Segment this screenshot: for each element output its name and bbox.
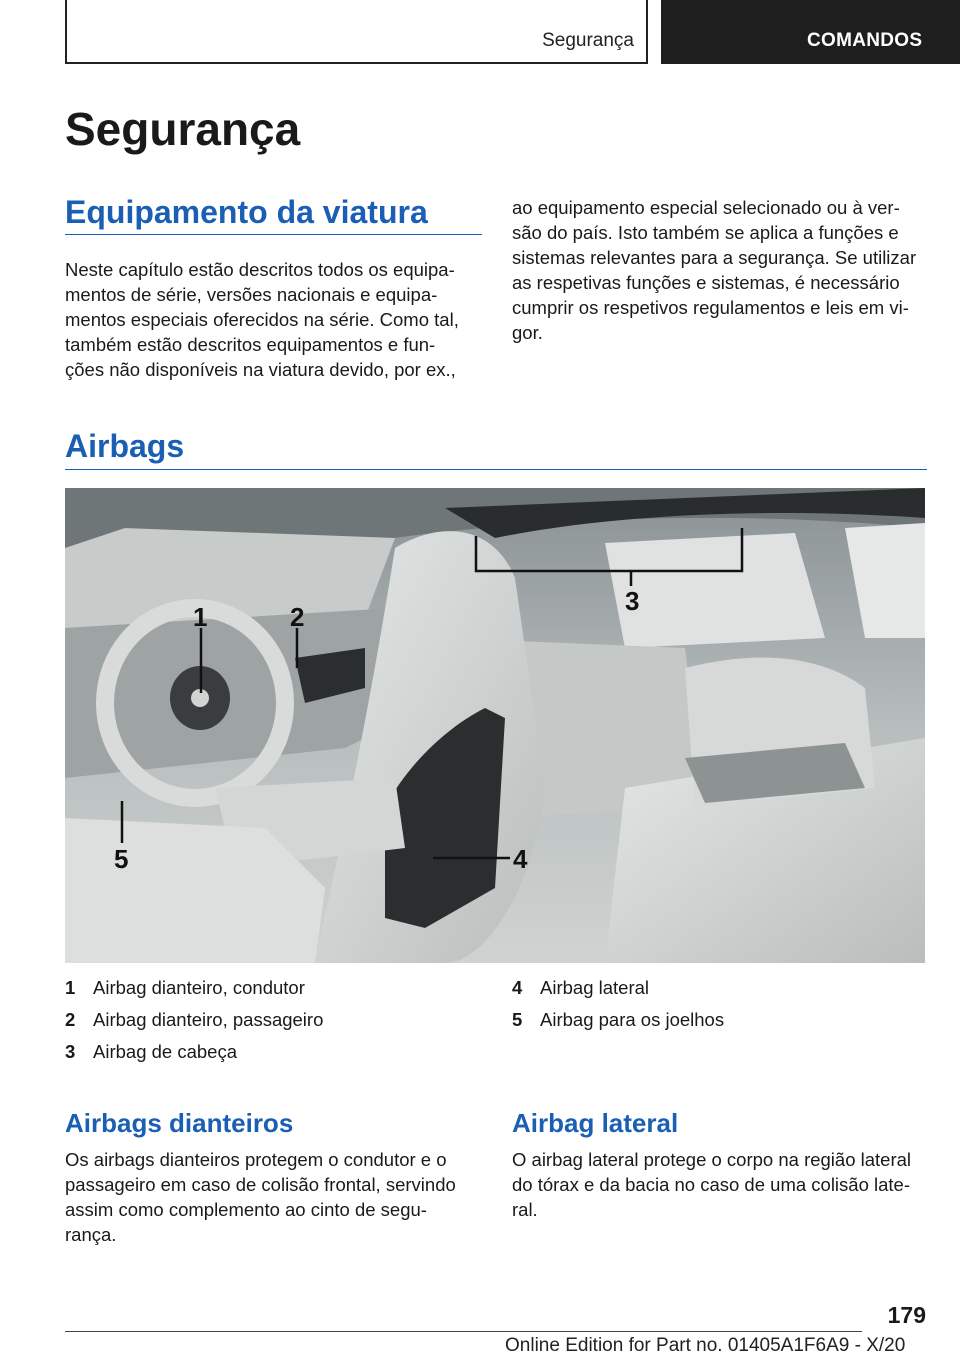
section-rule: [65, 469, 927, 470]
footer-rule: [65, 1331, 862, 1332]
callout-2: 2: [290, 602, 305, 632]
section-tab-label: Segurança: [542, 30, 634, 51]
legend-number: 3: [65, 1041, 76, 1062]
body-line: passageiro em caso de colisão frontal, servindo: [65, 1174, 456, 1195]
section1-column-right: [512, 195, 932, 345]
section-title-airbags: Airbags: [65, 428, 185, 464]
body-line: do tórax e da bacia no caso de uma colisão late‐: [512, 1174, 910, 1195]
legend-text: Airbag para os joelhos: [540, 1009, 725, 1030]
body-line: mentos especiais oferecidos na série. Como tal,: [65, 309, 459, 330]
body-line: ções não disponíveis na viatura devido, por ex.,: [65, 359, 456, 380]
chapter-tab-label: COMANDOS: [807, 30, 923, 51]
body-line: são do país. Isto também se aplica a funções e: [512, 222, 899, 243]
airbag-illustration: [65, 488, 925, 963]
body-line: Os airbags dianteiros protegem o condutor e o: [65, 1149, 447, 1170]
page-title: Segurança: [65, 103, 301, 155]
callout-3: 3: [625, 586, 640, 616]
body-line: O airbag lateral protege o corpo na região lateral: [512, 1149, 912, 1170]
legend-text: Airbag lateral: [540, 977, 650, 998]
subsection2-text: [512, 1147, 932, 1222]
section-rule: [65, 234, 482, 235]
body-line: gor.: [512, 322, 543, 343]
body-line: ral.: [512, 1199, 538, 1220]
legend-item: [65, 972, 485, 1004]
callout-1: 1: [193, 602, 208, 632]
legend-number: 4: [512, 977, 523, 998]
legend-text: Airbag dianteiro, condutor: [93, 977, 305, 998]
body-line: assim como complemento ao cinto de segu‐: [65, 1199, 427, 1220]
subsection-title-front-airbags: Airbags dianteiros: [65, 1108, 294, 1138]
callout-4: 4: [513, 844, 528, 874]
legend-item: [65, 1036, 485, 1068]
body-line: rança.: [65, 1224, 117, 1245]
legend-number: 1: [65, 977, 76, 998]
subsection1-text: [65, 1147, 485, 1247]
page-number: 179: [887, 1302, 926, 1328]
subsection-title-side-airbag: Airbag lateral: [512, 1108, 679, 1138]
callout-5: 5: [114, 844, 129, 874]
section-title-equipment: Equipamento da viatura: [65, 194, 428, 230]
body-line: sistemas relevantes para a segurança. Se utilizar: [512, 247, 917, 268]
legend-right: [512, 972, 932, 1036]
footer-edition: Online Edition for Part no. 01405A1F6A9 - X/20: [505, 1335, 906, 1356]
legend-text: Airbag dianteiro, passageiro: [93, 1009, 324, 1030]
legend-item: [512, 972, 932, 1004]
chapter-tab: [661, 0, 960, 64]
body-line: cumprir os respetivos regulamentos e leis em vi‐: [512, 297, 909, 318]
legend-text: Airbag de cabeça: [93, 1041, 237, 1062]
body-line: as respetivas funções e sistemas, é necessário: [512, 272, 900, 293]
section-tab: [65, 0, 648, 64]
body-line: mentos de série, versões nacionais e equipa‐: [65, 284, 438, 305]
body-line: ao equipamento especial selecionado ou à ver‐: [512, 197, 900, 218]
legend-left: [65, 972, 485, 1068]
legend-item: [512, 1004, 932, 1036]
body-line: também estão descritos equipamentos e fun‐: [65, 334, 436, 355]
section1-column-left: [65, 257, 485, 382]
legend-number: 5: [512, 1009, 523, 1030]
legend-number: 2: [65, 1009, 76, 1030]
legend-item: [65, 1004, 485, 1036]
body-line: Neste capítulo estão descritos todos os equipa‐: [65, 259, 455, 280]
